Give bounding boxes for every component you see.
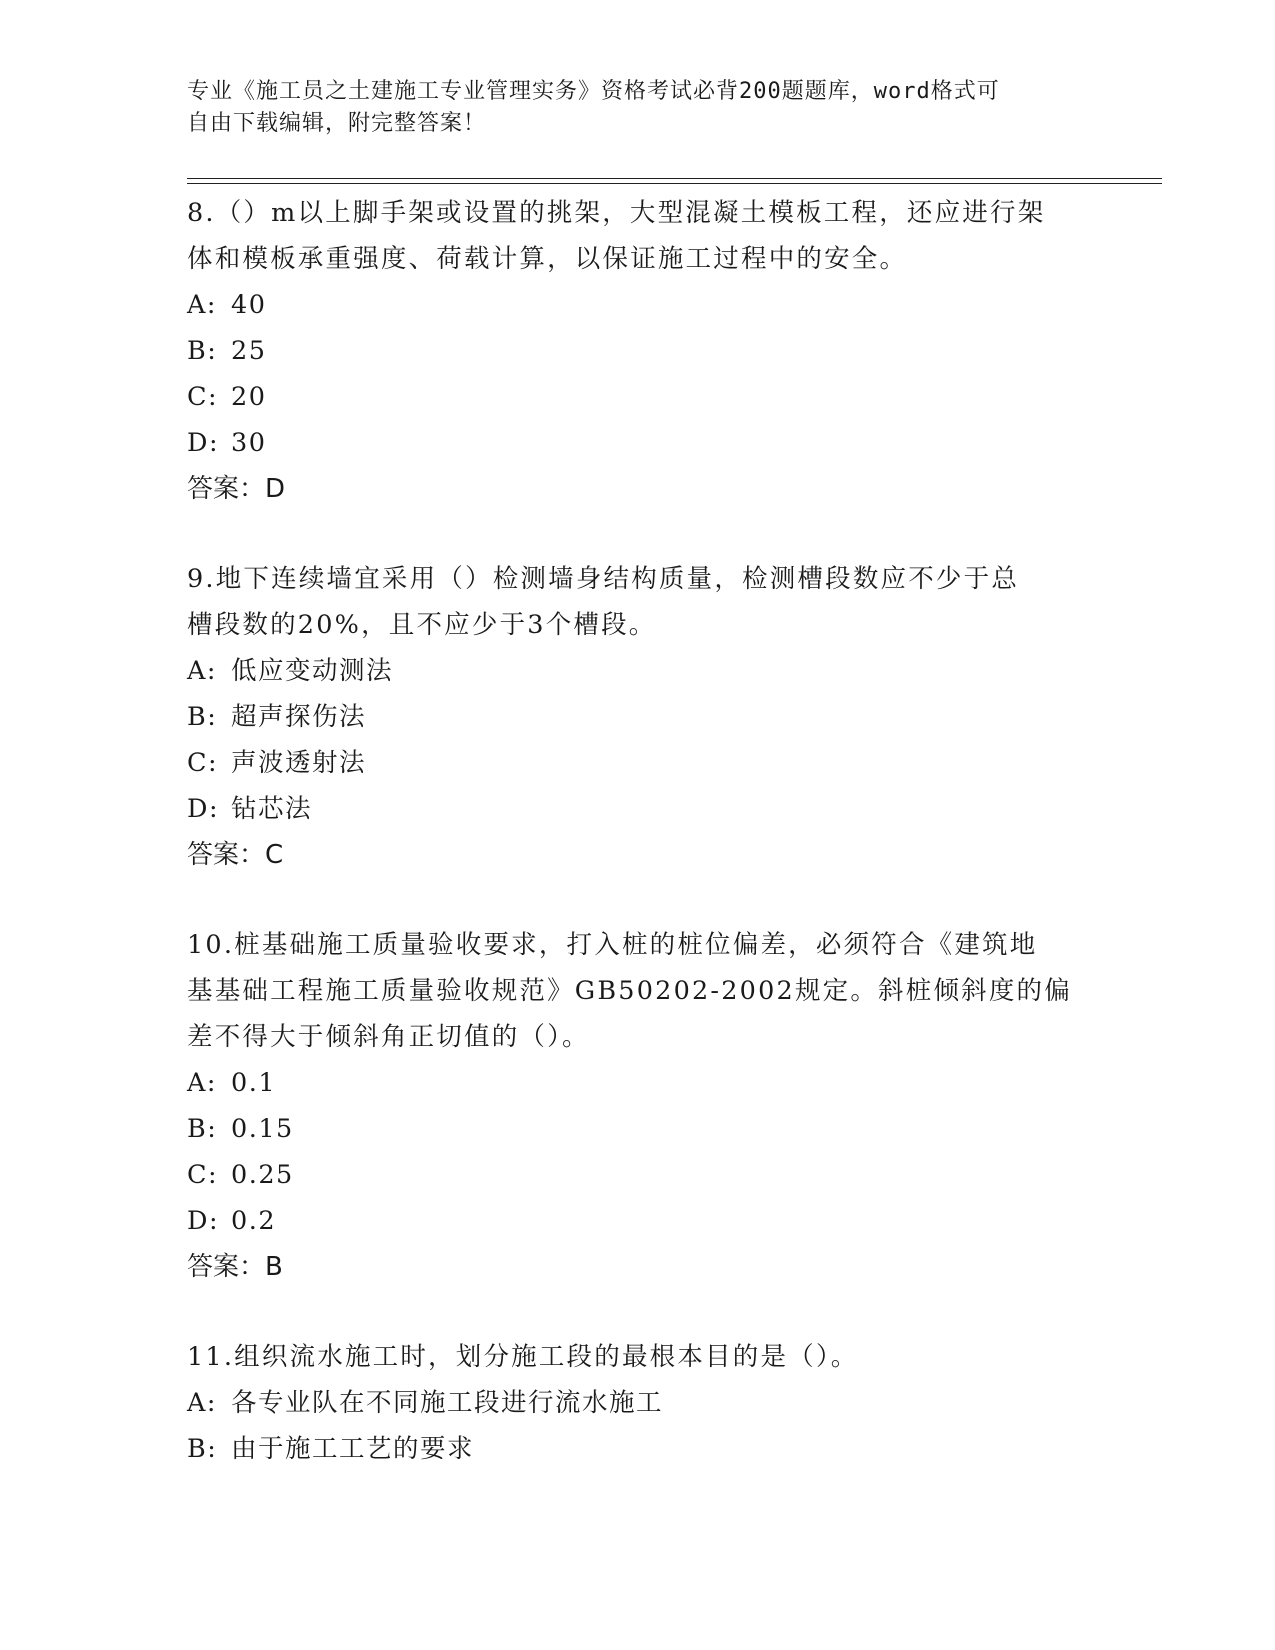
answer-label: 答案：C: [187, 840, 284, 870]
option-letter: B:: [187, 336, 218, 366]
option-letter: A:: [187, 290, 218, 320]
option-d: [187, 420, 1087, 466]
question-line: 差不得大于倾斜角正切值的（）。: [187, 1022, 590, 1052]
question-line: 11.组织流水施工时，划分施工段的最根本目的是（）。: [187, 1342, 859, 1372]
option-text: 声波透射法: [231, 748, 367, 778]
spacer: [187, 878, 1087, 922]
spacer: [187, 1290, 1087, 1334]
option-b: [187, 694, 1087, 740]
option-d: [187, 1198, 1087, 1244]
header-line-2: 自由下载编辑，附完整答案！: [187, 111, 487, 136]
option-a: [187, 282, 1087, 328]
header-line-1: 专业《施工员之土建施工专业管理实务》资格考试必背200题题库，word格式可: [187, 79, 1000, 104]
option-letter: A:: [187, 1388, 218, 1418]
option-letter: C:: [187, 1160, 219, 1190]
option-text: 0.2: [231, 1206, 277, 1236]
option-b: [187, 328, 1087, 374]
option-text: 20: [231, 382, 267, 412]
option-letter: B:: [187, 1114, 218, 1144]
option-letter: B:: [187, 1434, 218, 1464]
document-header: [187, 76, 1087, 140]
question-line: 体和模板承重强度、荷载计算，以保证施工过程中的安全。: [187, 244, 908, 274]
option-letter: D:: [187, 1206, 220, 1236]
option-letter: A:: [187, 1068, 218, 1098]
question-line: 基基础工程施工质量验收规范》GB50202-2002规定。斜桩倾斜度的偏: [187, 976, 1072, 1006]
option-d: [187, 786, 1087, 832]
question-line: 9.地下连续墙宜采用（）检测墙身结构质量，检测槽段数应不少于总: [187, 564, 1020, 594]
question-text: [187, 922, 1087, 1060]
option-text: 40: [231, 290, 267, 320]
option-c: [187, 740, 1087, 786]
answer-label: 答案：B: [187, 1252, 283, 1282]
option-text: 0.1: [231, 1068, 277, 1098]
option-b: [187, 1426, 1087, 1472]
question-line: 10.桩基础施工质量验收要求，打入桩的桩位偏差，必须符合《建筑地: [187, 930, 1038, 960]
option-letter: D:: [187, 428, 220, 458]
question-11: [187, 1334, 1087, 1472]
option-text: 低应变动测法: [231, 656, 394, 686]
option-letter: B:: [187, 702, 218, 732]
option-letter: C:: [187, 382, 219, 412]
option-text: 0.15: [231, 1114, 294, 1144]
question-9: [187, 556, 1087, 878]
option-text: 钻芯法: [231, 794, 313, 824]
option-letter: C:: [187, 748, 219, 778]
option-a: [187, 1060, 1087, 1106]
question-10: [187, 922, 1087, 1290]
option-letter: A:: [187, 656, 218, 686]
option-c: [187, 1152, 1087, 1198]
header-divider-top: [187, 178, 1162, 179]
option-text: 超声探伤法: [231, 702, 367, 732]
question-line: 8.（）m以上脚手架或设置的挑架，大型混凝土模板工程，还应进行架: [187, 198, 1046, 228]
header-divider-bottom: [187, 183, 1162, 184]
option-a: [187, 648, 1087, 694]
option-text: 25: [231, 336, 267, 366]
spacer: [187, 512, 1087, 556]
question-text: [187, 1334, 1087, 1380]
option-text: 30: [231, 428, 267, 458]
question-8: [187, 190, 1087, 512]
option-b: [187, 1106, 1087, 1152]
option-text: 0.25: [231, 1160, 294, 1190]
question-text: [187, 556, 1087, 648]
option-text: 由于施工工艺的要求: [231, 1434, 475, 1464]
option-text: 各专业队在不同施工段进行流水施工: [231, 1388, 664, 1418]
question-list: [187, 190, 1087, 1472]
option-c: [187, 374, 1087, 420]
option-a: [187, 1380, 1087, 1426]
option-letter: D:: [187, 794, 220, 824]
answer-label: 答案：D: [187, 474, 286, 504]
question-line: 槽段数的20%，且不应少于3个槽段。: [187, 610, 657, 640]
question-text: [187, 190, 1087, 282]
